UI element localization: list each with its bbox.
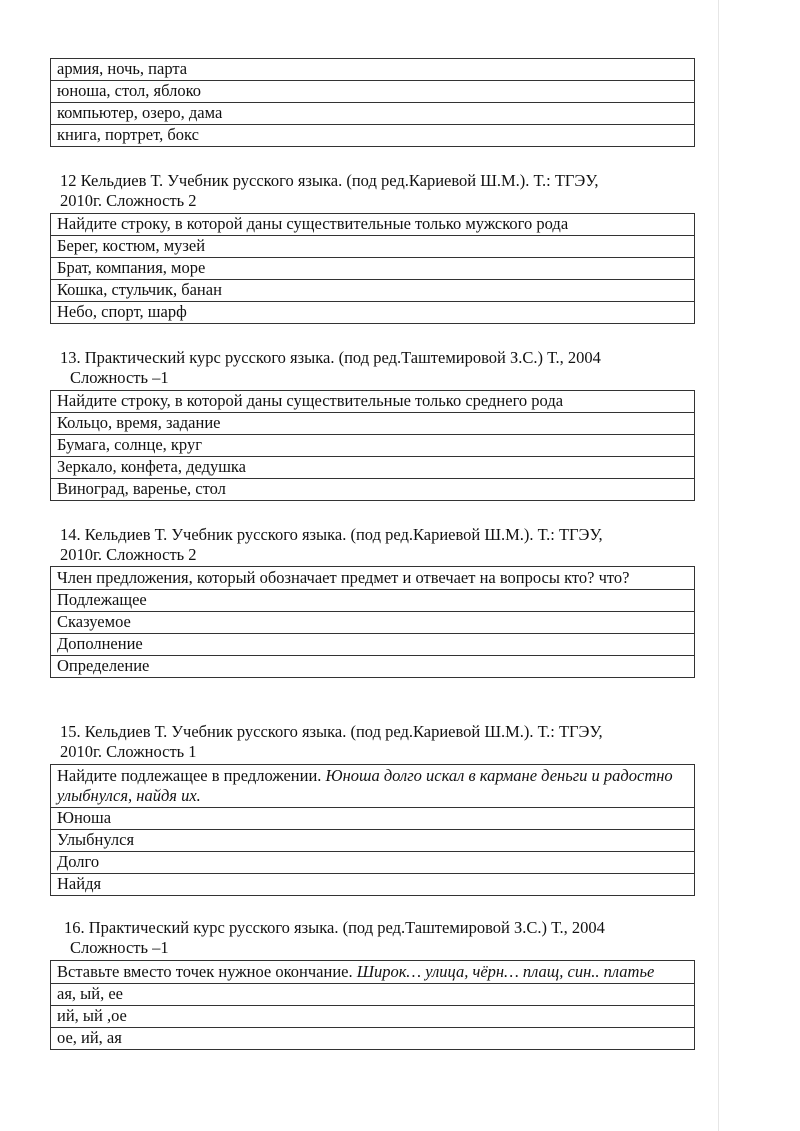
- question-row: [51, 391, 695, 413]
- q15-source-line1: 15. Кельдиев Т. Учебник русского языка. (под ред.Кариевой Ш.М.). Т.: ТГЭУ,: [60, 722, 603, 741]
- answer-option: Берег, костюм, музей: [51, 236, 695, 258]
- answer-option: Определение: [51, 656, 695, 678]
- table-row: [51, 258, 695, 280]
- answer-option: книга, портрет, бокс: [51, 125, 695, 147]
- answer-option: Юноша: [51, 808, 695, 830]
- table-row: [51, 656, 695, 678]
- question-cell: [51, 961, 695, 984]
- q13-source-line1: 13. Практический курс русского языка. (под ред.Таштемировой З.С.) Т., 2004: [60, 348, 601, 367]
- table-row: [51, 59, 695, 81]
- answer-option: Найдя: [51, 874, 695, 896]
- q16-source-line1: 16. Практический курс русского языка. (под ред.Таштемировой З.С.) Т., 2004: [64, 918, 605, 937]
- answer-option: Небо, спорт, шарф: [51, 302, 695, 324]
- question-row: [51, 567, 695, 590]
- question-text: Найдите строку, в которой даны существительные только среднего рода: [51, 391, 695, 413]
- q12-source-line2: 2010г. Сложность 2: [60, 191, 197, 210]
- table-row: [51, 634, 695, 656]
- q14-source-line2: 2010г. Сложность 2: [60, 545, 197, 564]
- table-row: [51, 479, 695, 501]
- answer-option: Подлежащее: [51, 590, 695, 612]
- q15-source: [60, 722, 603, 762]
- question-example: Широк… улица, чёрн… плащ, син.. платье: [356, 962, 655, 981]
- answer-option: Дополнение: [51, 634, 695, 656]
- answer-option: компьютер, озеро, дама: [51, 103, 695, 125]
- q16-source-line2: Сложность –1: [70, 938, 169, 957]
- table-row: [51, 125, 695, 147]
- answer-option: Долго: [51, 852, 695, 874]
- q12-source: [60, 171, 598, 211]
- answer-option: Зеркало, конфета, дедушка: [51, 457, 695, 479]
- table-row: [51, 280, 695, 302]
- q13-source: [60, 348, 601, 388]
- answer-option: ое, ий, ая: [51, 1028, 695, 1050]
- answer-option: Бумага, солнце, круг: [51, 435, 695, 457]
- answer-option: Сказуемое: [51, 612, 695, 634]
- table-row: [51, 612, 695, 634]
- table-row: [51, 103, 695, 125]
- table-row: [51, 874, 695, 896]
- q14-table: [50, 566, 695, 678]
- table-row: [51, 236, 695, 258]
- table-row: [51, 302, 695, 324]
- q14-source-line1: 14. Кельдиев Т. Учебник русского языка. (под ред.Кариевой Ш.М.). Т.: ТГЭУ,: [60, 525, 603, 544]
- table-row: [51, 852, 695, 874]
- answer-table-block0: [50, 58, 695, 147]
- q16-source: [64, 918, 605, 958]
- answer-option: юноша, стол, яблоко: [51, 81, 695, 103]
- question-text: Вставьте вместо точек нужное окончание.: [57, 962, 353, 981]
- q14-source: [60, 525, 603, 565]
- answer-option: ая, ый, ее: [51, 984, 695, 1006]
- question-row: [51, 961, 695, 984]
- answer-option: армия, ночь, парта: [51, 59, 695, 81]
- q13-source-line2: Сложность –1: [70, 368, 169, 387]
- q12-source-line1: 12 Кельдиев Т. Учебник русского языка. (под ред.Кариевой Ш.М.). Т.: ТГЭУ,: [60, 171, 599, 190]
- table-row: [51, 590, 695, 612]
- table-row: [51, 457, 695, 479]
- table-row: [51, 984, 695, 1006]
- answer-option: Виноград, варенье, стол: [51, 479, 695, 501]
- answer-option: ий, ый ,ое: [51, 1006, 695, 1028]
- margin-line: [718, 0, 719, 1131]
- question-cell: [51, 765, 695, 808]
- q13-table: [50, 390, 695, 501]
- table-row: [51, 81, 695, 103]
- q16-table: [50, 960, 695, 1050]
- q15-table: [50, 764, 695, 896]
- table-row: [51, 413, 695, 435]
- q15-source-line2: 2010г. Сложность 1: [60, 742, 197, 761]
- table-row: [51, 1028, 695, 1050]
- question-text: Найдите строку, в которой даны существительные только мужского рода: [51, 214, 695, 236]
- question-example: Юноша долго искал в кармане деньги и радостно улыбнулся, найдя их.: [57, 766, 673, 805]
- table-row: [51, 830, 695, 852]
- question-row: [51, 765, 695, 808]
- answer-option: Кошка, стульчик, банан: [51, 280, 695, 302]
- question-text: Найдите подлежащее в предложении.: [57, 766, 322, 785]
- answer-option: Улыбнулся: [51, 830, 695, 852]
- question-text: Член предложения, который обозначает предмет и отвечает на вопросы кто? что?: [51, 567, 695, 590]
- answer-option: Брат, компания, море: [51, 258, 695, 280]
- q12-table: [50, 213, 695, 324]
- table-row: [51, 435, 695, 457]
- table-row: [51, 1006, 695, 1028]
- answer-option: Кольцо, время, задание: [51, 413, 695, 435]
- question-row: [51, 214, 695, 236]
- table-row: [51, 808, 695, 830]
